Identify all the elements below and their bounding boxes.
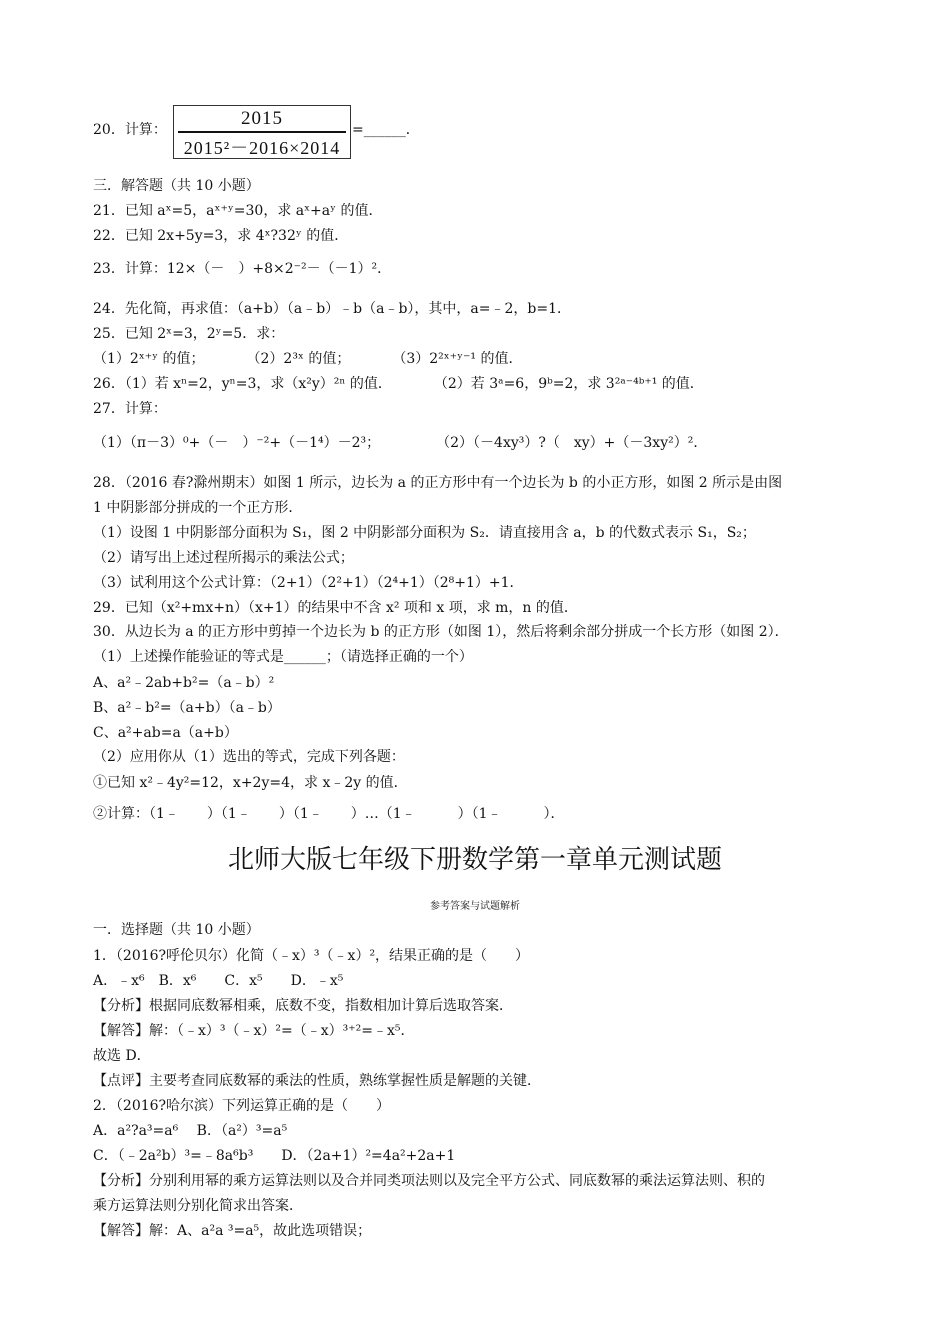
answer-1-analysis: 【分析】根据同底数幂相乘，底数不变，指数相加计算后选取答案． [93,998,513,1014]
question-30-part2: （2）应用你从（1）选出的等式，完成下列各题： [93,749,405,765]
option-c: C、a²+ab=a（a+b） [93,725,238,741]
answer-2-solution: 【解答】解：A、a²a ³=a⁵，故此选项错误； [93,1223,372,1239]
question-28-part1: （1）设图 1 中阴影部分面积为 S₁，图 2 中阴影部分面积为 S₂．请直接用含 a，b 的代数式表示 S₁，S₂； [93,525,756,541]
answer-2-analysis-cont: 乘方运算法则分别化简求出答案． [93,1198,303,1214]
question-29: 29．已知（x²+mx+n）（x+1）的结果中不含 x² 项和 x 项，求 m，n 的值． [93,600,578,616]
fraction-bar [178,131,346,133]
question-30: 30．从边长为 a 的正方形中剪掉一个边长为 b 的正方形（如图 1），然后将剩余部分拼成一个长方形（如图 2）． [93,624,789,640]
question-21: 21．已知 aˣ=5，aˣ⁺ʸ=30，求 aˣ+aʸ 的值． [93,203,383,219]
answer-1-choice: 故选 D． [93,1048,151,1064]
answer-2-options-cd: C．（﹣2a²b）³=﹣8a⁶b³ D．（2a+1）²=4a²+2a+1 [93,1148,456,1164]
answer-1-comment: 【点评】主要考查同底数幂的乘法的性质，熟练掌握性质是解题的关键． [93,1073,541,1089]
question-24: 24．先化简，再求值：（a+b）（a﹣b）﹣b（a﹣b），其中，a=﹣2，b=1． [93,301,572,317]
question-26: 26．（1）若 xⁿ=2，yⁿ=3，求（x²y）²ⁿ 的值． （2）若 3ᵃ=6，9ᵇ=2，求 3²ᵃ⁻⁴ᵇ⁺¹ 的值． [93,376,704,392]
question-25: 25．已知 2ˣ=3，2ʸ=5．求： [93,326,285,342]
fraction-numerator: 2015 [241,108,283,129]
question-25-parts: （1）2ˣ⁺ʸ 的值； （2）2³ˣ 的值； （3）2²ˣ⁺ʸ⁻¹ 的值． [93,351,523,367]
answer-2-question: 2．（2016?哈尔滨）下列运算正确的是（ ） [93,1098,391,1114]
page-title: 北师大版七年级下册数学第一章单元测试题 [227,845,722,875]
question-28-part3: （3）试利用这个公式计算：（2+1）（2²+1）（2⁴+1）（2⁸+1）+1． [93,575,524,591]
option-a: A、a²﹣2ab+b²=（a﹣b）² [93,675,275,691]
question-28-part2: （2）请写出上述过程所揭示的乘法公式； [93,550,354,566]
question-30-item1: ①已知 x²﹣4y²=12，x+2y=4，求 x﹣2y 的值． [93,775,408,791]
question-30-part1: （1）上述操作能验证的等式是______；（请选择正确的一个） [93,649,473,665]
option-b: B、a²﹣b²=（a+b）（a﹣b） [93,700,281,716]
fraction-denominator: 2015²－2016×2014 [183,138,341,158]
question-23: 23．计算：12×（－ ）+8×2⁻²－（－1）²． [93,261,392,277]
question-28-cont: 1 中阴影部分拼成的一个正方形． [93,500,303,516]
answer-1-options: A．﹣x⁶ B．x⁶ C．x⁵ D．﹣x⁵ [93,973,344,989]
answer-2-options-ab: A．a²?a³=a⁶ B．（a²）³=a⁵ [93,1123,288,1139]
page-subtitle: 参考答案与试题解析 [430,901,520,912]
answer-1-solution: 【解答】解：（﹣x）³（﹣x）²=（﹣x）³⁺²=﹣x⁵． [93,1023,415,1039]
answer-2-analysis: 【分析】分别利用幂的乘方运算法则以及合并同类项法则以及完全平方公式、同底数幂的乘法运算法则、积的 [93,1173,765,1189]
question-27-parts: （1）（π－3）⁰+（－ ）⁻²+（－1⁴）－2³； （2）（－4xy³）?（ xy）+（－3xy²）²． [93,435,708,451]
section-heading: 三．解答题（共 10 小题） [93,178,260,194]
question-30-item2: ②计算：（1﹣ ）（1﹣ ）（1﹣ ）…（1﹣ ）（1﹣ ）． [93,806,565,822]
q20-prefix: 20．计算： [93,122,167,138]
answer-section-heading: 一．选择题（共 10 小题） [93,922,260,938]
q20-fraction-image [173,105,351,159]
question-22: 22．已知 2x+5y=3，求 4ˣ?32ʸ 的值． [93,228,349,244]
answer-1-question: 1．（2016?呼伦贝尔）化简（﹣x）³（﹣x）²，结果正确的是（ ） [93,948,530,964]
question-27: 27．计算： [93,401,167,417]
q20-suffix: =______． [352,122,420,138]
question-28: 28．（2016 春?滁州期末）如图 1 所示，边长为 a 的正方形中有一个边长为 b 的小正方形，如图 2 所示是由图 [93,475,783,491]
